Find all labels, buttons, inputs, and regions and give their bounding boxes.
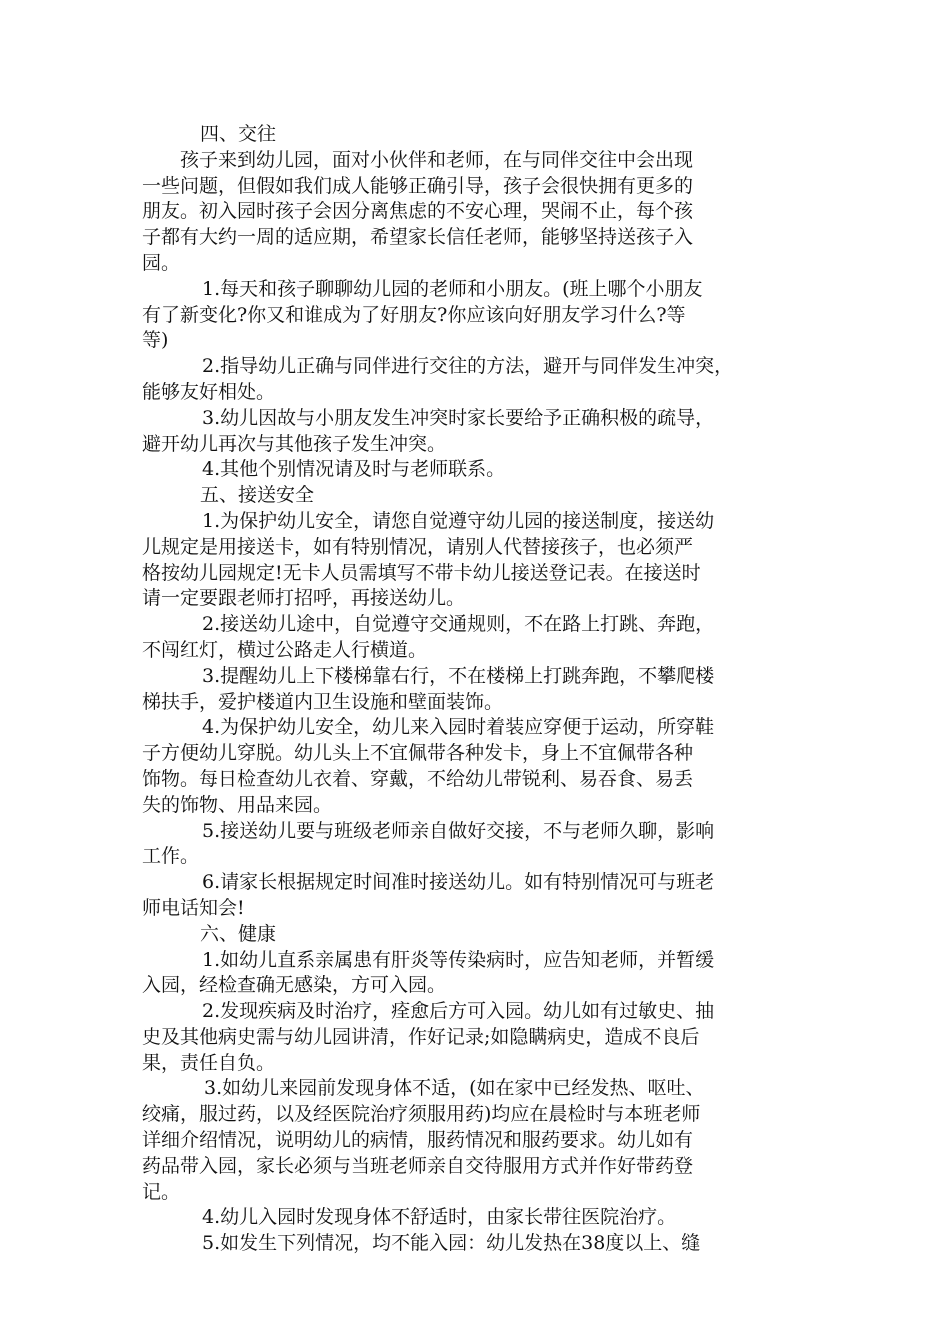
paragraph-line: 入园，经检查确无感染，方可入园。 bbox=[142, 974, 447, 997]
list-item-line: 3.提醒幼儿上下楼梯靠右行，不在楼梯上打跳奔跑，不攀爬楼 bbox=[202, 664, 715, 687]
list-item-line: 4.为保护幼儿安全，幼儿来入园时着装应穿便于运动，所穿鞋 bbox=[202, 716, 715, 739]
paragraph-line: 失的饰物、用品来园。 bbox=[142, 793, 333, 816]
paragraph-line: 有了新变化?你又和谁成为了好朋友?你应该向好朋友学习什么?等 bbox=[142, 303, 686, 326]
paragraph-line: 工作。 bbox=[142, 845, 200, 868]
paragraph-line: 饰物。每日检查幼儿衣着、穿戴，不给幼儿带锐利、易吞食、易丢 bbox=[142, 767, 694, 790]
paragraph-line: 避开幼儿再次与其他孩子发生冲突。 bbox=[142, 432, 447, 455]
paragraph-line: 绞痛，服过药，以及经医院治疗须服用药)均应在晨检时与本班老师 bbox=[142, 1103, 701, 1126]
document-body bbox=[142, 122, 810, 1257]
list-item-line: 2.接送幼儿途中，自觉遵守交通规则，不在路上打跳、奔跑， bbox=[202, 613, 715, 636]
list-item-line: 6.请家长根据规定时间准时接送幼儿。如有特别情况可与班老 bbox=[202, 871, 715, 894]
paragraph-line: 师电话知会! bbox=[142, 896, 245, 919]
paragraph-line: 朋友。初入园时孩子会因分离焦虑的不安心理，哭闹不止，每个孩 bbox=[142, 200, 694, 223]
paragraph-line: 园。 bbox=[142, 251, 181, 274]
paragraph-line: 能够友好相处。 bbox=[142, 380, 276, 403]
list-item-line: 3.如幼儿来园前发现身体不适，(如在家中已经发热、呕吐、 bbox=[204, 1077, 705, 1100]
paragraph-line: 格按幼儿园规定!无卡人员需填写不带卡幼儿接送登记表。在接送时 bbox=[142, 561, 701, 584]
list-item-line: 5.接送幼儿要与班级老师亲自做好交接，不与老师久聊，影响 bbox=[202, 819, 715, 842]
paragraph-line: 请一定要跟老师打招呼，再接送幼儿。 bbox=[142, 587, 466, 610]
section-heading-communication: 四、交往 bbox=[200, 123, 277, 145]
list-item-line: 1.为保护幼儿安全，请您自觉遵守幼儿园的接送制度，接送幼 bbox=[202, 509, 715, 532]
paragraph-line: 子方便幼儿穿脱。幼儿头上不宜佩带各种发卡，身上不宜佩带各种 bbox=[142, 742, 694, 765]
paragraph-line: 记。 bbox=[142, 1180, 181, 1203]
list-item-line: 1.如幼儿直系亲属患有肝炎等传染病时，应告知老师，并暂缓 bbox=[202, 948, 715, 971]
paragraph-line: 药品带入园，家长必须与当班老师亲自交待服用方式并作好带药登 bbox=[142, 1154, 694, 1177]
list-item-line: 4.幼儿入园时发现身体不舒适时，由家长带往医院治疗。 bbox=[202, 1206, 677, 1229]
paragraph-line: 梯扶手，爱护楼道内卫生设施和壁面装饰。 bbox=[142, 690, 504, 713]
paragraph-line: 不闯红灯，横过公路走人行横道。 bbox=[142, 638, 428, 661]
section-heading-health: 六、健康 bbox=[200, 922, 277, 945]
list-item-line: 4.其他个别情况请及时与老师联系。 bbox=[202, 458, 506, 481]
list-item-line: 3.幼儿因故与小朋友发生冲突时家长要给予正确积极的疏导， bbox=[202, 406, 715, 429]
list-item-line: 2.指导幼儿正确与同伴进行交往的方法，避开与同伴发生冲突， bbox=[202, 355, 734, 378]
paragraph-line: 子都有大约一周的适应期，希望家长信任老师，能够坚持送孩子入 bbox=[142, 226, 694, 249]
list-item-line: 5.如发生下列情况，均不能入园：幼儿发热在38度以上、缝 bbox=[202, 1232, 701, 1255]
paragraph-line: 一些问题，但假如我们成人能够正确引导，孩子会很快拥有更多的 bbox=[142, 174, 694, 197]
list-item-line: 2.发现疾病及时治疗，痊愈后方可入园。幼儿如有过敏史、抽 bbox=[202, 1000, 715, 1023]
paragraph-line: 史及其他病史需与幼儿园讲清，作好记录;如隐瞒病史，造成不良后 bbox=[142, 1025, 700, 1048]
paragraph-line: 儿规定是用接送卡，如有特别情况，请别人代替接孩子，也必须严 bbox=[142, 535, 694, 558]
list-item-line: 1.每天和孩子聊聊幼儿园的老师和小朋友。(班上哪个小朋友 bbox=[202, 277, 703, 300]
section-heading-pickup-safety: 五、接送安全 bbox=[200, 484, 315, 507]
paragraph-line: 详细介绍情况，说明幼儿的病情，服药情况和服药要求。幼儿如有 bbox=[142, 1129, 694, 1152]
paragraph-line: 孩子来到幼儿园，面对小伙伴和老师，在与同伴交往中会出现 bbox=[180, 148, 694, 171]
paragraph-line: 等) bbox=[142, 329, 169, 352]
paragraph-line: 果，责任自负。 bbox=[142, 1051, 276, 1074]
